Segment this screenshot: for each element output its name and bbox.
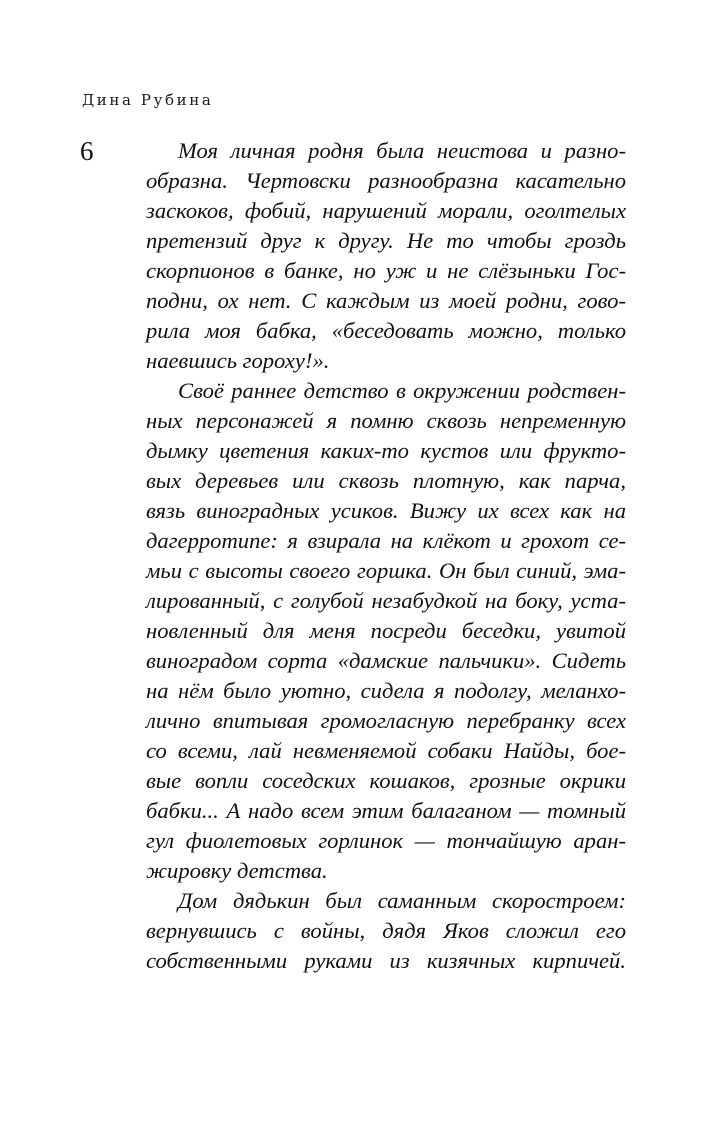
text-line: наевшись гороху!». [146, 348, 330, 373]
text-line: жировку детства. [146, 858, 328, 883]
text-line: вых деревьев или сквозь плотную, как парча, [146, 468, 626, 493]
text-line: скорпионов в банке, но уж и не слёзыньки Гос- [146, 258, 626, 283]
body-text [146, 136, 626, 976]
text-line: вязь виноградных усиков. Вижу их всех как на [146, 498, 626, 523]
text-line: образна. Чертовски разнообразна касательно [146, 168, 626, 193]
page-number: 6 [80, 136, 94, 166]
text-line: рила моя бабка, «беседовать можно, только [146, 318, 626, 343]
text-line: Моя личная родня была неистова и разно- [178, 138, 626, 163]
text-line: Своё раннее детство в окружении родствен- [178, 378, 626, 403]
text-line: заскоков, фобий, нарушений морали, оголтелых [146, 198, 626, 223]
text-line: Дом дядькин был саманным скоростроем: [178, 888, 626, 913]
text-line: гул фиолетовых горлинок — тончайшую аран- [146, 828, 626, 853]
text-line: мьи с высоты своего горшка. Он был синий, эма- [146, 558, 626, 583]
text-line: дагерротипе: я взирала на клёкот и грохот се- [146, 528, 626, 553]
text-line: бабки... А надо всем этим балаганом — томный [146, 798, 626, 823]
text-line: на нём было уютно, сидела я подолгу, меланхо- [146, 678, 626, 703]
text-line: дымку цветения каких-то кустов или фрукто- [146, 438, 626, 463]
text-line: претензий друг к другу. Не то чтобы гроздь [146, 228, 626, 253]
text-line: вые вопли соседских кошаков, грозные окрики [146, 768, 626, 793]
text-line: собственными руками из кизячных кирпичей. [146, 948, 626, 973]
text-line: лично впитывая громогласную перебранку всех [146, 708, 626, 733]
text-line: новленный для меня посреди беседки, увитой [146, 618, 626, 643]
text-line: вернувшись с войны, дядя Яков сложил его [146, 918, 626, 943]
text-line: виноградом сорта «дамские пальчики». Сидеть [146, 648, 626, 673]
text-line: подни, ох нет. С каждым из моей родни, гово- [146, 288, 626, 313]
text-line: ных персонажей я помню сквозь непременную [146, 408, 626, 433]
text-line: со всеми, лай невменяемой собаки Найды, бое- [146, 738, 626, 763]
text-line: лированный, с голубой незабудкой на боку, уста- [146, 588, 626, 613]
running-head-author: Дина Рубина [82, 91, 214, 109]
